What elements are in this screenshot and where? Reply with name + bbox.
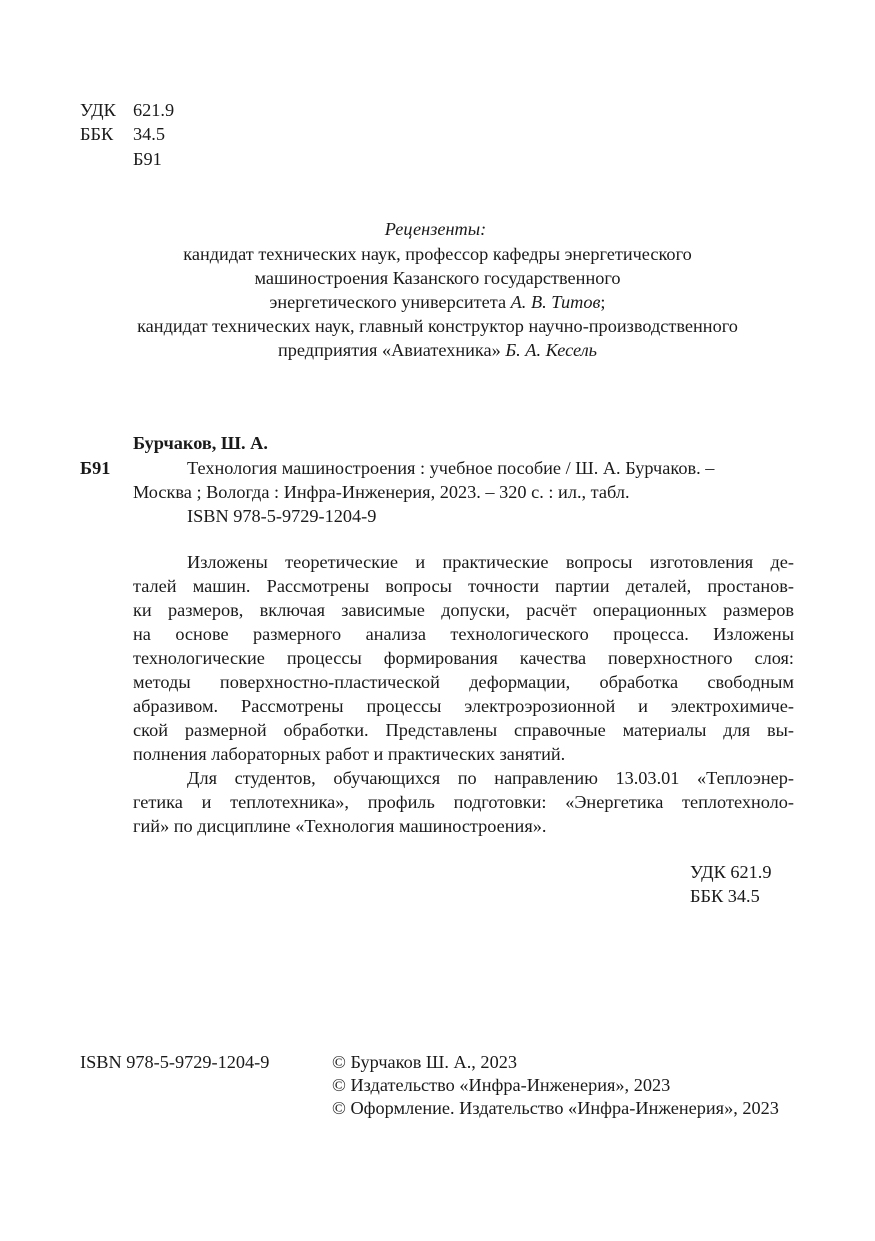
bbk-line: [80, 122, 165, 146]
abstract-line: Изложены теоретические и практические вопросы изготовления де-: [187, 552, 794, 572]
copyright-line: © Бурчаков Ш. А., 2023: [332, 1052, 517, 1072]
reviewers-line-4: кандидат технических наук, главный конструктор научно-производственного: [137, 316, 738, 336]
reviewers-line-3: [0, 290, 875, 314]
bottom-udk: УДК 621.9: [690, 862, 772, 882]
reviewers-heading: Рецензенты:: [384, 219, 487, 239]
reviewers-line-3-end: ;: [600, 292, 606, 312]
reviewers-line-2: машиностроения Казанского государственного: [254, 268, 621, 288]
bib-author: Бурчаков, Ш. А.: [133, 433, 268, 453]
copyright-line: © Издательство «Инфра-Инженерия», 2023: [332, 1075, 671, 1095]
abstract-line: на основе размерного анализа технологического процесса. Изложены: [133, 624, 794, 644]
bib-isbn: ISBN 978-5-9729-1204-9: [187, 506, 377, 526]
udk-value: 621.9: [133, 100, 175, 120]
bbk-label: ББК: [80, 124, 114, 144]
abstract-line: полнения лабораторных работ и практических занятий.: [133, 744, 566, 764]
reviewers-line-5-text: предприятия «Авиатехника»: [278, 340, 506, 360]
audience-line: Для студентов, обучающихся по направлению 13.03.01 «Теплоэнер-: [187, 768, 794, 788]
reviewers-line-5: [0, 338, 875, 362]
abstract-line: технологические процессы формирования качества поверхностного слоя:: [133, 648, 794, 668]
reviewer-2-name: Б. А. Кесель: [505, 340, 597, 360]
abstract-line: талей машин. Рассмотрены вопросы точности партии деталей, простанов-: [133, 576, 794, 596]
abstract-line: методы поверхностно-пластической деформации, обработка свободным: [133, 672, 794, 692]
bib-line-1: Технология машиностроения : учебное пособие / Ш. А. Бурчаков. –: [187, 458, 715, 478]
audience-line: гий» по дисциплине «Технология машиностроения».: [133, 816, 547, 836]
bottom-bbk: ББК 34.5: [690, 886, 760, 906]
abstract-line: абразивом. Рассмотрены процессы электроэрозионной и электрохимиче-: [133, 696, 794, 716]
copyright-line: © Оформление. Издательство «Инфра-Инженерия», 2023: [332, 1098, 779, 1118]
reviewer-1-name: А. В. Титов: [510, 292, 601, 312]
bbk-value: 34.5: [133, 124, 165, 144]
udk-line: [80, 98, 174, 122]
udk-label: УДК: [80, 100, 116, 120]
abstract-line: ки размеров, включая зависимые допуски, расчёт операционных размеров: [133, 600, 794, 620]
bib-line-2: Москва ; Вологда : Инфра-Инженерия, 2023. – 320 с. : ил., табл.: [133, 482, 630, 502]
reviewers-line-3-text: энергетического университета: [269, 292, 511, 312]
reviewers-line-1: кандидат технических наук, профессор кафедры энергетического: [183, 244, 692, 264]
bib-mark: Б91: [80, 458, 111, 478]
audience-line: гетика и теплотехника», профиль подготовки: «Энергетика теплотехноло-: [133, 792, 794, 812]
footer-isbn: ISBN 978-5-9729-1204-9: [80, 1052, 270, 1072]
author-mark: Б91: [133, 149, 162, 169]
abstract-line: ской размерной обработки. Представлены справочные материалы для вы-: [133, 720, 794, 740]
